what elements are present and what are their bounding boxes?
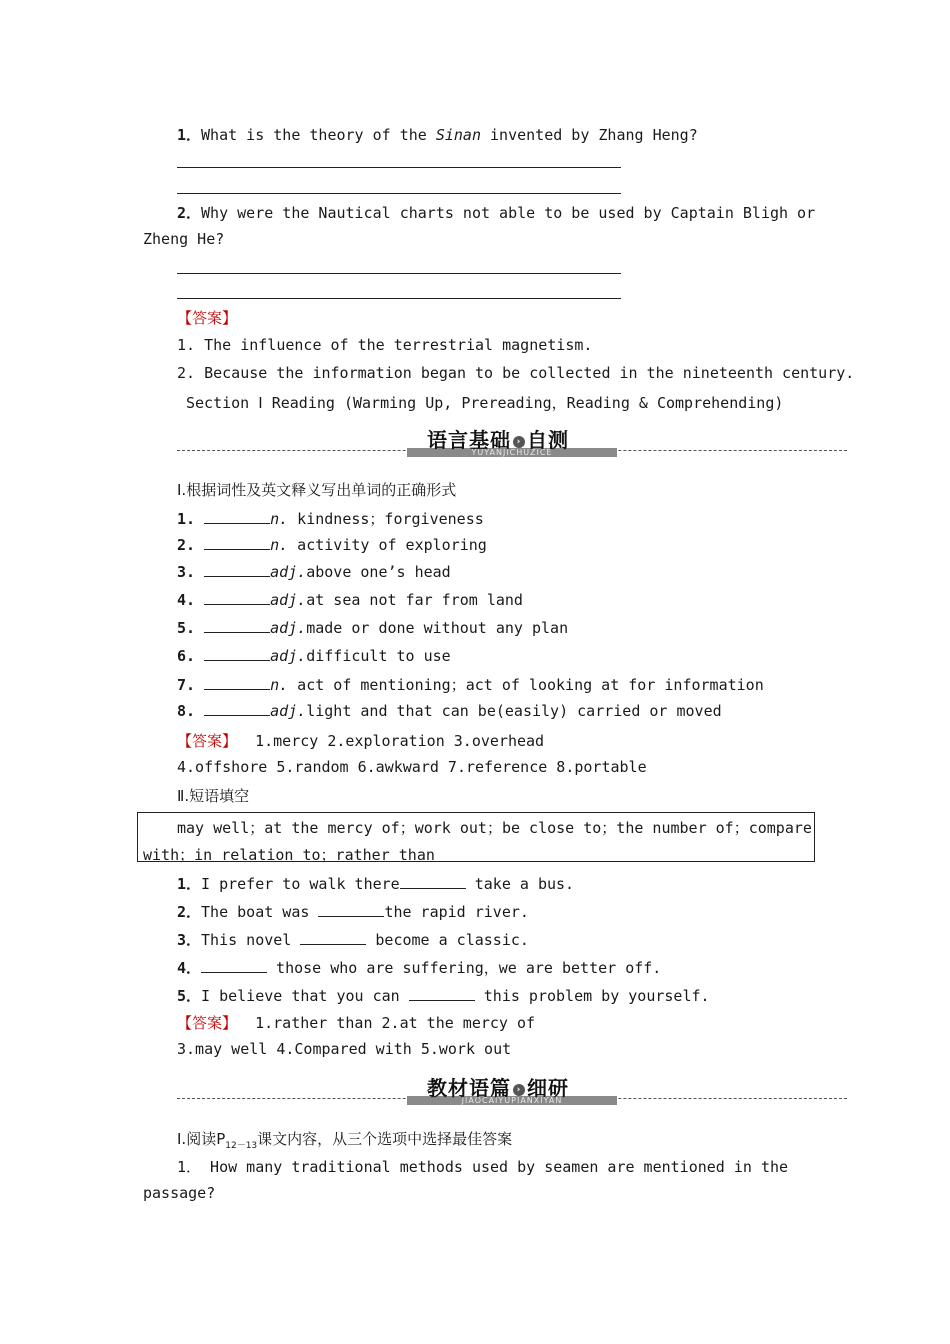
fill-blank[interactable] — [204, 647, 270, 661]
question-italic: Sinan — [435, 126, 481, 144]
answer-line[interactable] — [177, 193, 621, 194]
vocab-item: 3. adj.above one’s head — [177, 563, 451, 581]
fill-blank[interactable] — [204, 702, 270, 716]
banner-title-main: 语言基础 — [427, 428, 511, 452]
part-heading: Ⅱ.短语填空 — [177, 787, 250, 805]
fill-answers — [177, 1012, 535, 1033]
fill-blank[interactable] — [400, 875, 466, 889]
fill-blank[interactable] — [318, 903, 384, 917]
question-text: invented by Zhang Heng? — [481, 126, 698, 144]
fill-item: 1．I prefer to walk there take a bus. — [177, 875, 575, 893]
question-text: Why were the Nautical charts not able to be used by Captain Bligh or — [201, 204, 816, 222]
banner-title — [427, 424, 569, 453]
phrase-box — [137, 812, 815, 862]
answer-tag: 【答案】 — [177, 1014, 238, 1032]
fill-answers-cont: 3.may well 4.Compared with 5.work out — [177, 1040, 512, 1058]
part-heading: Ⅰ.根据词性及英文释义写出单词的正确形式 — [177, 481, 457, 499]
banner-pinyin: YUYANJICHUZICE — [407, 448, 617, 457]
vocab-item: 6. adj.difficult to use — [177, 647, 451, 665]
fill-blank[interactable] — [300, 931, 366, 945]
answer-line[interactable] — [177, 167, 621, 168]
fill-blank[interactable] — [204, 563, 270, 577]
question-text: What is the theory of the — [201, 126, 436, 144]
part-heading: Ⅰ.阅读$P_{12-13}$课文内容，从三个选项中选择最佳答案 — [177, 1130, 513, 1151]
vocab-item: 8. adj.light and that can be(easily) carried or moved — [177, 702, 722, 720]
fill-blank[interactable] — [204, 536, 270, 550]
answer-text: 1.rather than 2.at the mercy of — [255, 1014, 536, 1032]
vocab-item: 4. adj.at sea not far from land — [177, 591, 523, 609]
banner-title-sub: 自测 — [527, 428, 569, 452]
answer-text: 1.mercy 2.exploration 3.overhead — [255, 732, 545, 750]
section-banner — [177, 428, 847, 458]
answer-tag: 【答案】 — [177, 732, 238, 750]
banner-title-sub: 细研 — [527, 1076, 569, 1100]
question-2-cont: Zheng He? — [143, 230, 225, 248]
banner-title-main: 教材语篇 — [427, 1076, 511, 1100]
fill-blank[interactable] — [204, 676, 270, 690]
reading-question: 1． How many traditional methods used by seamen are mentioned in the — [177, 1158, 789, 1176]
fill-blank[interactable] — [204, 591, 270, 605]
vocab-answers — [177, 730, 544, 751]
fill-blank[interactable] — [201, 959, 267, 973]
section-title: Section Ⅰ Reading (Warming Up, Prereading，Reading & Comprehending) — [186, 394, 784, 412]
reading-question-cont: passage? — [143, 1184, 216, 1202]
question-2 — [177, 202, 815, 223]
vocab-item: 5. adj.made or done without any plan — [177, 619, 569, 637]
fill-blank[interactable] — [409, 987, 475, 1001]
fill-blank[interactable] — [204, 510, 270, 524]
answer-line[interactable] — [177, 273, 621, 274]
question-number: 1． — [177, 126, 202, 144]
fill-item: 3．This novel become a classic. — [177, 931, 529, 949]
phrase-box-line: may well；at the mercy of；work out；be close to；the number of；compare — [177, 819, 812, 837]
fill-item: 2．The boat was the rapid river. — [177, 903, 529, 921]
section-banner — [177, 1076, 847, 1106]
answer-line-text: 2. Because the information began to be collected in the nineteenth century. — [177, 364, 855, 382]
vocab-item: 7. n. act of mentioning；act of looking at for information — [177, 676, 764, 694]
vocab-answers-cont: 4.offshore 5.random 6.awkward 7.reference 8.portable — [177, 758, 647, 776]
question-1 — [177, 124, 698, 145]
vocab-item: 1. n. kindness；forgiveness — [177, 510, 484, 528]
chevron-right-icon: › — [513, 1084, 525, 1096]
banner-title — [427, 1072, 569, 1101]
answer-tag: 【答案】 — [177, 309, 238, 327]
chevron-right-icon: › — [513, 436, 525, 448]
phrase-box-line: with；in relation to；rather than — [143, 846, 435, 864]
fill-item: 4． those who are suffering，we are better off. — [177, 959, 662, 977]
vocab-item: 2. n. activity of exploring — [177, 536, 487, 554]
banner-pinyin: JIAOCAIYUPIANXIYAN — [407, 1096, 617, 1105]
question-number: 2． — [177, 204, 202, 222]
fill-item: 5．I believe that you can this problem by yourself. — [177, 987, 710, 1005]
answer-line[interactable] — [177, 298, 621, 299]
fill-blank[interactable] — [204, 619, 270, 633]
answer-line-text: 1. The influence of the terrestrial magnetism. — [177, 336, 593, 354]
